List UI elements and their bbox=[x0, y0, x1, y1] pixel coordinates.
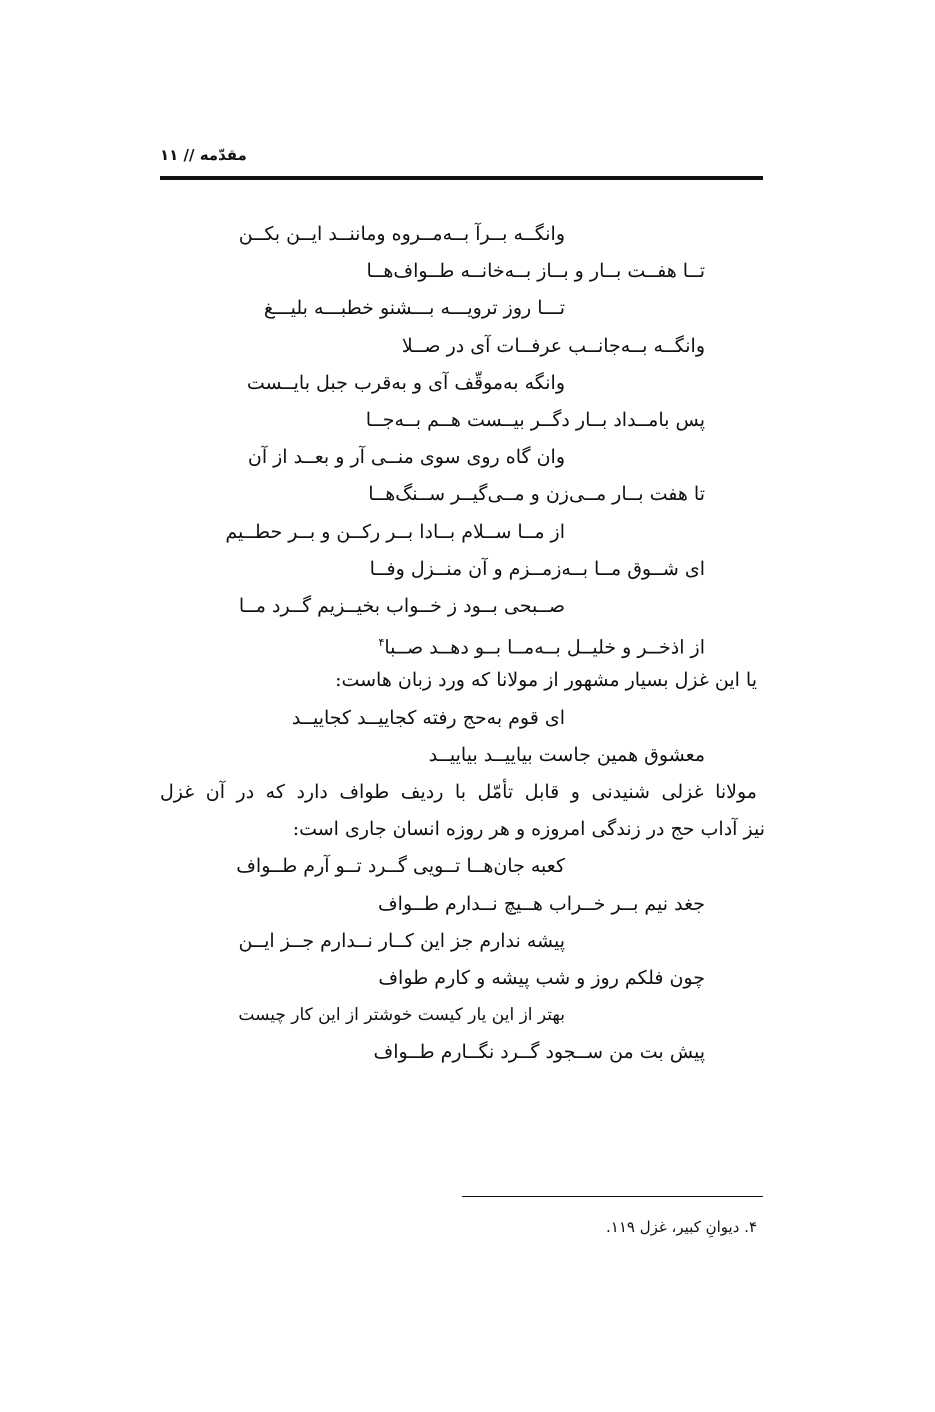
verse-line: وانگــه بــرآ بــه‌مــروه وماننــد ایــن بکــن bbox=[238, 223, 565, 245]
footnote-marker: ۴ bbox=[378, 636, 385, 650]
footnote: ۴. دیوانِ کبیر، غزل ۱۱۹. bbox=[606, 1218, 757, 1236]
header-rule bbox=[160, 176, 763, 180]
verse-line bbox=[378, 631, 705, 659]
verse-line: بهتر از این یار کیست خوشتر از این کار چیست bbox=[238, 1005, 565, 1026]
running-head: مقدّمه // ۱۱ bbox=[160, 146, 247, 164]
verse-line: از مــا ســلام بــادا بــر رکــن و بــر حطــیم bbox=[225, 520, 565, 543]
verse-line: پیش بت من ســجود گــرد نگــارم طــواف bbox=[373, 1041, 705, 1064]
prose-line: یا این غزل بسیار مشهور از مولانا که ورد زبان هاست: bbox=[335, 669, 757, 692]
prose-line: نیز آداب حج در زندگی امروزه و هر روزه انسان جاری است: bbox=[292, 818, 765, 841]
verse-line: صــبحی بــود ز خــواب بخیــزیم گــرد مــا bbox=[238, 595, 565, 617]
verse-line: تا هفت بــار مــی‌زن و مــی‌گیــر ســنگ‌هــا bbox=[368, 483, 705, 506]
verse-line: ای قوم به‌حج رفته کجاییــد کجاییــد bbox=[291, 706, 565, 729]
verse-text: از اذخــر و خلیــل بــه‌مــا بــو دهــد صــبا bbox=[384, 636, 705, 659]
verse-line: کعبه جان‌هــا تــویی گــرد تــو آرم طــواف bbox=[236, 855, 565, 878]
footnote-rule bbox=[462, 1196, 763, 1197]
prose-line: مولانا غزلی شنیدنی و قابل تأمّل با ردیف طواف دارد که در آن غزل bbox=[160, 781, 757, 803]
verse-line: تـــا روز ترویـــه بـــشنو خطبـــه بلیـــغ bbox=[263, 297, 565, 320]
verse-line: تــا هفــت بــار و بــاز بــه‌خانــه طــواف‌هــا bbox=[366, 260, 705, 283]
verse-line: معشوق همین جاست بیاییــد بیاییــد bbox=[428, 743, 705, 766]
verse-line: وانگه به‌موقّف آی و به‌قرب جبل بایــست bbox=[246, 371, 565, 394]
verse-line: وانگــه بــه‌جانــب عرفــات آی در صــلا bbox=[401, 334, 705, 357]
verse-line: پس بامــداد بــار دگــر بیــست هــم بــه‌جــا bbox=[365, 409, 705, 431]
verse-line: وان گاه روی سوی منــی آر و بعــد از آن bbox=[247, 446, 565, 469]
verse-line: چون فلکم روز و شب پیشه و کارم طواف bbox=[378, 967, 705, 989]
verse-line: ای شــوق مــا بــه‌زمــزم و آن منــزل وفــا bbox=[369, 557, 705, 580]
verse-line: جغد نیم بــر خــراب هــیچ نــدارم طــواف bbox=[377, 892, 705, 915]
verse-line: پیشه ندارم جز این کــار نــدارم جــز ایــن bbox=[238, 929, 565, 952]
